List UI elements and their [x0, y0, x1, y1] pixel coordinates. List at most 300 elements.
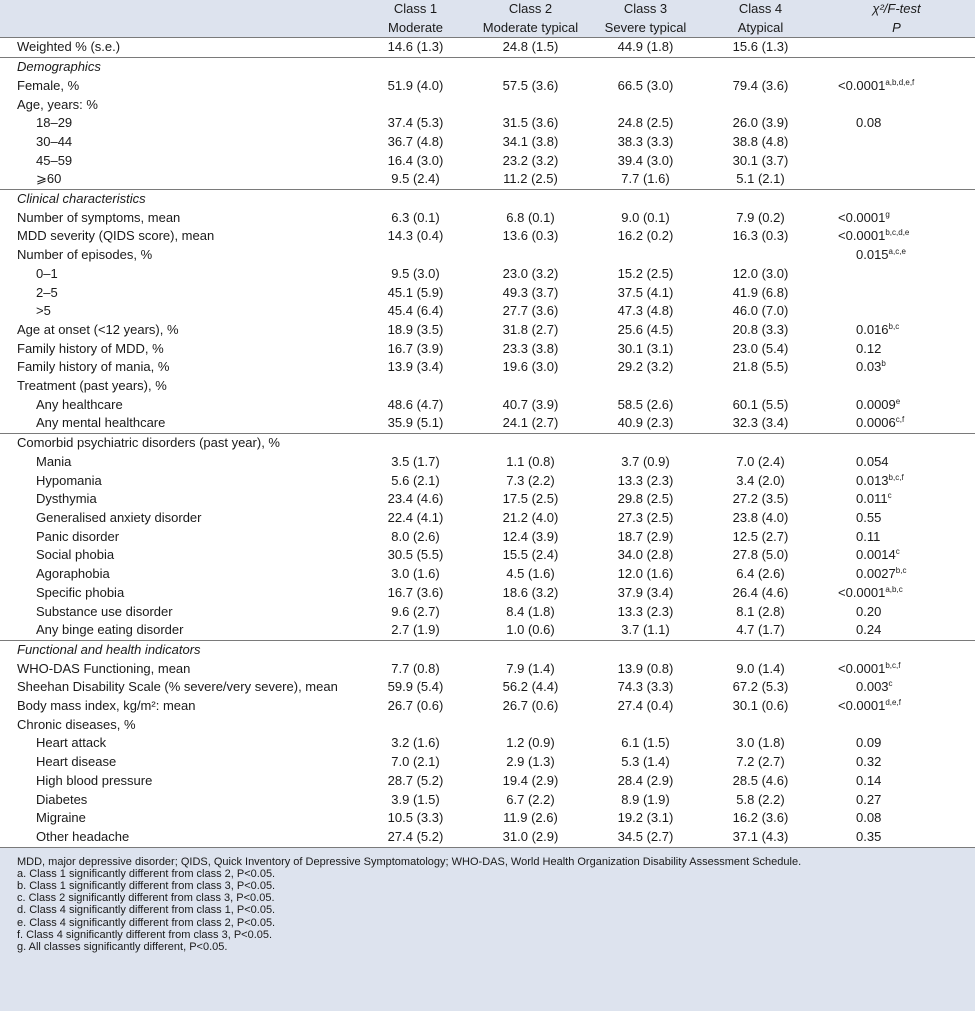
cell-class-1: 45.1 (5.9)	[387, 284, 444, 300]
p-value-text: 0.12	[856, 340, 882, 356]
row-label: Number of symptoms, mean	[17, 209, 181, 225]
cell-class-2: 1.2 (0.9)	[506, 735, 555, 751]
cell-class-2: 12.4 (3.9)	[502, 528, 559, 544]
cell-class-3: 3.7 (1.1)	[621, 622, 670, 638]
table-row	[0, 565, 975, 584]
cell-class-4: 7.2 (2.7)	[736, 754, 785, 770]
p-value-text: 0.20	[856, 603, 882, 619]
cell-class-2: 27.7 (3.6)	[502, 303, 559, 319]
table-row	[0, 584, 975, 603]
p-value-footnote-marker: b,c,f	[888, 472, 904, 482]
p-value-footnote-marker: b	[881, 359, 886, 369]
cell-p-value	[818, 660, 975, 679]
p-value-footnote-marker: a,b,d,e,f	[885, 77, 915, 87]
cell-class-2: 19.6 (3.0)	[502, 359, 559, 375]
cell-class-1: 36.7 (4.8)	[387, 133, 444, 149]
p-value-text: <0.0001	[838, 77, 886, 93]
cell-class-3	[588, 377, 703, 396]
table-row	[0, 414, 975, 433]
header-class-1-line1: Class 1	[358, 0, 473, 19]
table-row	[0, 809, 975, 828]
cell-class-2: 23.2 (3.2)	[502, 152, 559, 168]
cell-class-3: 39.4 (3.0)	[617, 152, 674, 168]
row-label: Female, %	[17, 77, 80, 93]
cell-class-3: 37.5 (4.1)	[617, 284, 674, 300]
cell-class-1: 3.2 (1.6)	[391, 735, 440, 751]
row-label: 30–44	[36, 133, 73, 149]
cell-class-1: 18.9 (3.5)	[387, 321, 444, 337]
header-row-2	[0, 19, 975, 38]
row-label: High blood pressure	[36, 772, 153, 788]
cell-class-3: 24.8 (2.5)	[617, 115, 674, 131]
cell-class-3: 3.7 (0.9)	[621, 453, 670, 469]
p-value-footnote-marker: c	[888, 679, 893, 689]
cell-class-2: 1.0 (0.6)	[506, 622, 555, 638]
cell-class-4: 46.0 (7.0)	[732, 303, 789, 319]
row-label: Panic disorder	[36, 528, 120, 544]
p-value-footnote-marker: c	[887, 491, 892, 501]
section-title: Demographics	[0, 58, 975, 77]
cell-class-3: 29.2 (3.2)	[617, 359, 674, 375]
cell-class-4	[703, 377, 818, 396]
p-value-footnote-marker: g	[885, 209, 890, 219]
cell-class-4: 12.0 (3.0)	[732, 265, 789, 281]
row-label: 0–1	[36, 265, 58, 281]
cell-p-value	[818, 340, 975, 359]
cell-class-1: 13.9 (3.4)	[387, 359, 444, 375]
cell-class-2: 11.2 (2.5)	[503, 171, 558, 187]
table-row	[0, 302, 975, 321]
p-value-text: 0.015	[856, 247, 889, 263]
cell-class-2: 31.0 (2.9)	[502, 828, 559, 844]
cell-class-2: 24.1 (2.7)	[502, 415, 559, 431]
cell-p-value	[818, 133, 975, 152]
section-header-row	[0, 640, 975, 659]
row-label: Heart attack	[36, 735, 107, 751]
cell-p-value	[818, 546, 975, 565]
cell-class-2: 40.7 (3.9)	[502, 396, 559, 412]
cell-class-2: 15.5 (2.4)	[502, 547, 559, 563]
cell-class-4: 41.9 (6.8)	[732, 284, 789, 300]
p-value-text: 0.55	[856, 509, 882, 525]
table-row	[0, 660, 975, 679]
section-title: Functional and health indicators	[0, 640, 975, 659]
cell-class-4: 23.0 (5.4)	[732, 340, 789, 356]
cell-class-2: 8.4 (1.8)	[506, 603, 555, 619]
row-label: Specific phobia	[36, 584, 125, 600]
cell-class-4: 26.0 (3.9)	[732, 115, 789, 131]
row-label: WHO-DAS Functioning, mean	[17, 660, 191, 676]
cell-class-4: 23.8 (4.0)	[732, 509, 789, 525]
header-class-3-line2: Severe typical	[588, 19, 703, 38]
cell-p-value	[818, 791, 975, 810]
cell-p-value	[818, 753, 975, 772]
p-value-footnote-marker: b,c,d,e	[885, 228, 910, 238]
table-row	[0, 453, 975, 472]
cell-class-1: 3.5 (1.7)	[391, 453, 440, 469]
cell-class-4: 5.1 (2.1)	[736, 171, 785, 187]
header-class-3-line1: Class 3	[588, 0, 703, 19]
row-label: ⩾60	[36, 171, 62, 187]
footnote-line: g. All classes significantly different, P<0.05.	[17, 941, 228, 954]
row-label: Sheehan Disability Scale (% severe/very severe), mean	[17, 679, 338, 695]
p-value-text: 0.32	[856, 754, 882, 770]
table-row	[0, 772, 975, 791]
row-label: Dysthymia	[36, 491, 97, 507]
cell-class-3	[588, 246, 703, 265]
cell-class-1: 3.9 (1.5)	[391, 791, 440, 807]
cell-class-3: 28.4 (2.9)	[617, 772, 674, 788]
cell-class-3: 25.6 (4.5)	[617, 321, 674, 337]
cell-class-4: 5.8 (2.2)	[736, 791, 785, 807]
row-label: 45–59	[36, 152, 73, 168]
table-row	[0, 170, 975, 189]
cell-class-4: 28.5 (4.6)	[732, 772, 789, 788]
cell-class-3: 29.8 (2.5)	[617, 491, 674, 507]
cell-class-4: 3.0 (1.8)	[736, 735, 785, 751]
cell-class-1: 45.4 (6.4)	[387, 303, 444, 319]
cell-class-4: 7.9 (0.2)	[736, 209, 785, 225]
cell-class-4: 12.5 (2.7)	[732, 528, 789, 544]
table-row	[0, 716, 975, 735]
cell-class-1: 5.6 (2.1)	[391, 472, 440, 488]
cell-class-1: 8.0 (2.6)	[391, 528, 440, 544]
cell-class-2: 21.2 (4.0)	[502, 509, 559, 525]
cell-class-3: 37.9 (3.4)	[617, 584, 674, 600]
cell-class-3: 13.3 (2.3)	[617, 472, 674, 488]
cell-class-2: 4.5 (1.6)	[506, 566, 555, 582]
header-blank-2	[0, 19, 358, 38]
header-test-line1	[818, 0, 975, 19]
footnote-line: e. Class 4 significantly different from class 2, P<0.05.	[17, 916, 276, 929]
p-value-footnote-marker: a,b,c	[885, 584, 903, 594]
cell-p-value	[818, 152, 975, 171]
table-row	[0, 284, 975, 303]
row-label: Age, years: %	[17, 96, 98, 112]
cell-class-2: 31.8 (2.7)	[502, 321, 559, 337]
row-label: Agoraphobia	[36, 566, 110, 582]
footnote-line: d. Class 4 significantly different from class 1, P<0.05.	[17, 904, 276, 917]
table-row	[0, 546, 975, 565]
cell-p-value	[818, 396, 975, 415]
p-value-text: 0.08	[856, 810, 882, 826]
p-value-text: <0.0001	[838, 698, 886, 714]
p-value-text: 0.14	[856, 772, 882, 788]
table-row	[0, 678, 975, 697]
cell-p-value	[818, 265, 975, 284]
cell-p-value	[818, 565, 975, 584]
table-row	[0, 603, 975, 622]
cell-p-value	[818, 603, 975, 622]
header-test-line2	[818, 19, 975, 38]
cell-class-4: 9.0 (1.4)	[736, 660, 785, 676]
cell-class-3: 13.9 (0.8)	[617, 660, 674, 676]
cell-class-3: 30.1 (3.1)	[617, 340, 674, 356]
cell-class-4: 67.2 (5.3)	[732, 679, 789, 695]
table-row	[0, 246, 975, 265]
cell-class-1	[358, 716, 473, 735]
table-row	[0, 509, 975, 528]
cell-class-2: 6.8 (0.1)	[506, 209, 555, 225]
row-label: Number of episodes, %	[17, 247, 153, 263]
cell-class-1: 30.5 (5.5)	[387, 547, 444, 563]
cell-p-value	[818, 77, 975, 96]
header-row-1	[0, 0, 975, 19]
cell-class-1: 51.9 (4.0)	[387, 77, 444, 93]
cell-class-1: 37.4 (5.3)	[387, 115, 444, 131]
cell-class-1: 7.7 (0.8)	[391, 660, 440, 676]
cell-class-1: 9.5 (2.4)	[391, 171, 440, 187]
cell-class-1: 16.7 (3.9)	[387, 340, 444, 356]
section-title: Comorbid psychiatric disorders (past year), %	[0, 434, 975, 453]
header-class-2-line2: Moderate typical	[473, 19, 588, 38]
cell-class-4: 30.1 (0.6)	[732, 698, 789, 714]
table-row	[0, 77, 975, 96]
cell-class-2: 1.1 (0.8)	[506, 453, 555, 469]
weighted-class-4: 15.6 (1.3)	[703, 38, 818, 58]
cell-p-value	[818, 621, 975, 640]
row-label: Chronic diseases, %	[17, 716, 136, 732]
cell-class-3: 38.3 (3.3)	[617, 133, 674, 149]
row-label: Substance use disorder	[36, 603, 173, 619]
cell-p-value	[818, 227, 975, 246]
p-value-footnote-marker: c,f	[895, 415, 905, 425]
cell-class-1: 23.4 (4.6)	[387, 491, 444, 507]
cell-class-3: 66.5 (3.0)	[617, 77, 674, 93]
row-label: Age at onset (<12 years), %	[17, 321, 179, 337]
section-title: Clinical characteristics	[0, 190, 975, 209]
cell-class-2: 26.7 (0.6)	[502, 698, 559, 714]
cell-class-2: 57.5 (3.6)	[502, 77, 559, 93]
cell-class-4: 3.4 (2.0)	[736, 472, 785, 488]
p-value-text: 0.016	[856, 321, 889, 337]
cell-class-1: 16.4 (3.0)	[387, 152, 444, 168]
cell-class-3: 34.5 (2.7)	[617, 828, 674, 844]
cell-class-3: 5.3 (1.4)	[621, 754, 670, 770]
cell-class-3	[588, 96, 703, 115]
row-label: Generalised anxiety disorder	[36, 509, 202, 525]
cell-class-1	[358, 377, 473, 396]
header-class-2-line1: Class 2	[473, 0, 588, 19]
table-row	[0, 227, 975, 246]
table-row	[0, 791, 975, 810]
cell-class-2: 49.3 (3.7)	[502, 284, 559, 300]
cell-class-4: 27.8 (5.0)	[732, 547, 789, 563]
cell-p-value	[818, 772, 975, 791]
cell-class-2: 7.9 (1.4)	[506, 660, 555, 676]
cell-p-value	[818, 302, 975, 321]
cell-class-4: 27.2 (3.5)	[732, 491, 789, 507]
cell-p-value	[818, 584, 975, 603]
cell-class-2: 23.0 (3.2)	[502, 265, 559, 281]
cell-class-2	[473, 377, 588, 396]
cell-p-value	[818, 414, 975, 433]
cell-class-4: 38.8 (4.8)	[732, 133, 789, 149]
weighted-row	[0, 38, 975, 58]
row-label: Hypomania	[36, 472, 102, 488]
header-class-4-line2: Atypical	[703, 19, 818, 38]
cell-p-value	[818, 509, 975, 528]
cell-class-2: 23.3 (3.8)	[502, 340, 559, 356]
row-label: 18–29	[36, 115, 73, 131]
cell-class-3	[588, 716, 703, 735]
cell-class-1	[358, 246, 473, 265]
p-value-text: 0.013	[856, 472, 889, 488]
table-row	[0, 340, 975, 359]
cell-class-3: 9.0 (0.1)	[621, 209, 670, 225]
cell-class-3: 7.7 (1.6)	[621, 171, 670, 187]
cell-class-2: 6.7 (2.2)	[506, 791, 555, 807]
cell-class-2	[473, 716, 588, 735]
row-label: 2–5	[36, 284, 58, 300]
p-value-footnote-marker: b,c	[888, 321, 900, 331]
cell-class-1: 27.4 (5.2)	[387, 828, 444, 844]
row-label: Treatment (past years), %	[17, 378, 167, 394]
p-value-text: 0.35	[856, 828, 882, 844]
cell-class-1: 59.9 (5.4)	[387, 679, 444, 695]
cell-class-4: 37.1 (4.3)	[732, 828, 789, 844]
cell-class-1: 9.5 (3.0)	[391, 265, 440, 281]
p-value-text: 0.0014	[856, 547, 896, 563]
cell-p-value	[818, 734, 975, 753]
weighted-class-1: 14.6 (1.3)	[358, 38, 473, 58]
row-label: Body mass index, kg/m²: mean	[17, 698, 196, 714]
p-value-text: 0.011	[856, 491, 888, 507]
cell-p-value	[818, 678, 975, 697]
p-value-text: 0.08	[856, 115, 882, 131]
cell-class-1: 2.7 (1.9)	[391, 622, 440, 638]
cell-class-4	[703, 96, 818, 115]
cell-class-1: 26.7 (0.6)	[387, 698, 444, 714]
row-label: Migraine	[36, 810, 86, 826]
cell-class-4	[703, 246, 818, 265]
cell-class-2: 17.5 (2.5)	[502, 491, 559, 507]
table-row	[0, 152, 975, 171]
cell-class-3: 8.9 (1.9)	[621, 791, 670, 807]
cell-class-3: 58.5 (2.6)	[617, 396, 674, 412]
cell-p-value	[818, 697, 975, 716]
table-row	[0, 528, 975, 547]
p-value-footnote-marker: d,e,f	[885, 698, 901, 708]
cell-p-value	[818, 96, 975, 115]
cell-class-3: 40.9 (2.3)	[617, 415, 674, 431]
table-row	[0, 753, 975, 772]
cell-class-2	[473, 246, 588, 265]
cell-class-4: 79.4 (3.6)	[732, 77, 789, 93]
cell-class-4: 16.2 (3.6)	[732, 810, 789, 826]
cell-class-4: 30.1 (3.7)	[732, 152, 789, 168]
cell-class-1: 35.9 (5.1)	[387, 415, 444, 431]
cell-class-2: 11.9 (2.6)	[503, 810, 558, 826]
p-value-text: 0.0009	[856, 396, 896, 412]
cell-class-2	[473, 96, 588, 115]
cell-class-3: 6.1 (1.5)	[621, 735, 670, 751]
p-value-text: 0.27	[856, 791, 882, 807]
header-class-1-line2: Moderate	[358, 19, 473, 38]
table-row	[0, 96, 975, 115]
cell-p-value	[818, 472, 975, 491]
p-value-text: 0.09	[856, 735, 882, 751]
cell-class-3: 34.0 (2.8)	[617, 547, 674, 563]
cell-class-1: 28.7 (5.2)	[387, 772, 444, 788]
cell-class-4: 26.4 (4.6)	[732, 584, 789, 600]
cell-class-4	[703, 716, 818, 735]
cell-class-3: 27.3 (2.5)	[617, 509, 674, 525]
cell-class-4: 20.8 (3.3)	[732, 321, 789, 337]
cell-class-3: 18.7 (2.9)	[617, 528, 674, 544]
weighted-label: Weighted % (s.e.)	[0, 38, 358, 58]
table-row	[0, 377, 975, 396]
p-value-footnote-marker: b,c	[895, 566, 907, 576]
p-value-text: <0.0001	[838, 209, 886, 225]
p-value-text: <0.0001	[838, 584, 886, 600]
section-header-row	[0, 190, 975, 209]
cell-class-4: 6.4 (2.6)	[736, 566, 785, 582]
cell-class-4: 21.8 (5.5)	[732, 359, 789, 375]
cell-class-4: 8.1 (2.8)	[736, 603, 785, 619]
cell-p-value	[818, 828, 975, 847]
row-label: Other headache	[36, 828, 130, 844]
section-header-row	[0, 58, 975, 77]
header-test-label: χ²/F-test	[872, 1, 921, 16]
cell-class-4: 4.7 (1.7)	[736, 622, 785, 638]
p-value-text: 0.0006	[856, 415, 896, 431]
cell-class-3: 12.0 (1.6)	[617, 566, 674, 582]
cell-class-1: 48.6 (4.7)	[387, 396, 444, 412]
row-label: >5	[36, 303, 51, 319]
table-row	[0, 265, 975, 284]
p-value-text: 0.11	[856, 528, 881, 544]
cell-class-1: 16.7 (3.6)	[387, 584, 444, 600]
cell-class-1: 14.3 (0.4)	[387, 228, 444, 244]
cell-p-value	[818, 716, 975, 735]
table-row	[0, 133, 975, 152]
cell-class-1	[358, 96, 473, 115]
p-value-footnote-marker: a,c,e	[888, 247, 906, 257]
cell-class-3: 16.2 (0.2)	[617, 228, 674, 244]
cell-class-2: 31.5 (3.6)	[502, 115, 559, 131]
row-label: Family history of MDD, %	[17, 340, 164, 356]
table-row	[0, 828, 975, 847]
table-row	[0, 472, 975, 491]
cell-class-2: 7.3 (2.2)	[506, 472, 555, 488]
table-row	[0, 734, 975, 753]
cell-class-2: 34.1 (3.8)	[502, 133, 559, 149]
cell-class-1: 7.0 (2.1)	[391, 754, 440, 770]
header-p-label: P	[892, 19, 901, 35]
row-label: Any binge eating disorder	[36, 622, 184, 638]
weighted-class-3: 44.9 (1.8)	[588, 38, 703, 58]
cell-p-value	[818, 809, 975, 828]
row-label: Mania	[36, 453, 72, 469]
row-label: Social phobia	[36, 547, 115, 563]
p-value-text: <0.0001	[838, 228, 886, 244]
weighted-p	[818, 38, 975, 58]
cell-p-value	[818, 358, 975, 377]
cell-class-3: 19.2 (3.1)	[617, 810, 674, 826]
cell-class-4: 32.3 (3.4)	[732, 415, 789, 431]
footnote-line: f. Class 4 significantly different from class 3, P<0.05.	[17, 928, 273, 941]
cell-class-4: 7.0 (2.4)	[736, 453, 785, 469]
p-value-footnote-marker: b,c,f	[885, 660, 901, 670]
cell-class-1: 3.0 (1.6)	[391, 566, 440, 582]
cell-p-value	[818, 321, 975, 340]
cell-class-4: 60.1 (5.5)	[732, 396, 789, 412]
row-label: MDD severity (QIDS score), mean	[17, 228, 215, 244]
footnote-line: c. Class 2 significantly different from class 3, P<0.05.	[17, 892, 275, 905]
cell-class-1: 10.5 (3.3)	[387, 810, 444, 826]
p-value-footnote-marker: e	[895, 396, 901, 406]
